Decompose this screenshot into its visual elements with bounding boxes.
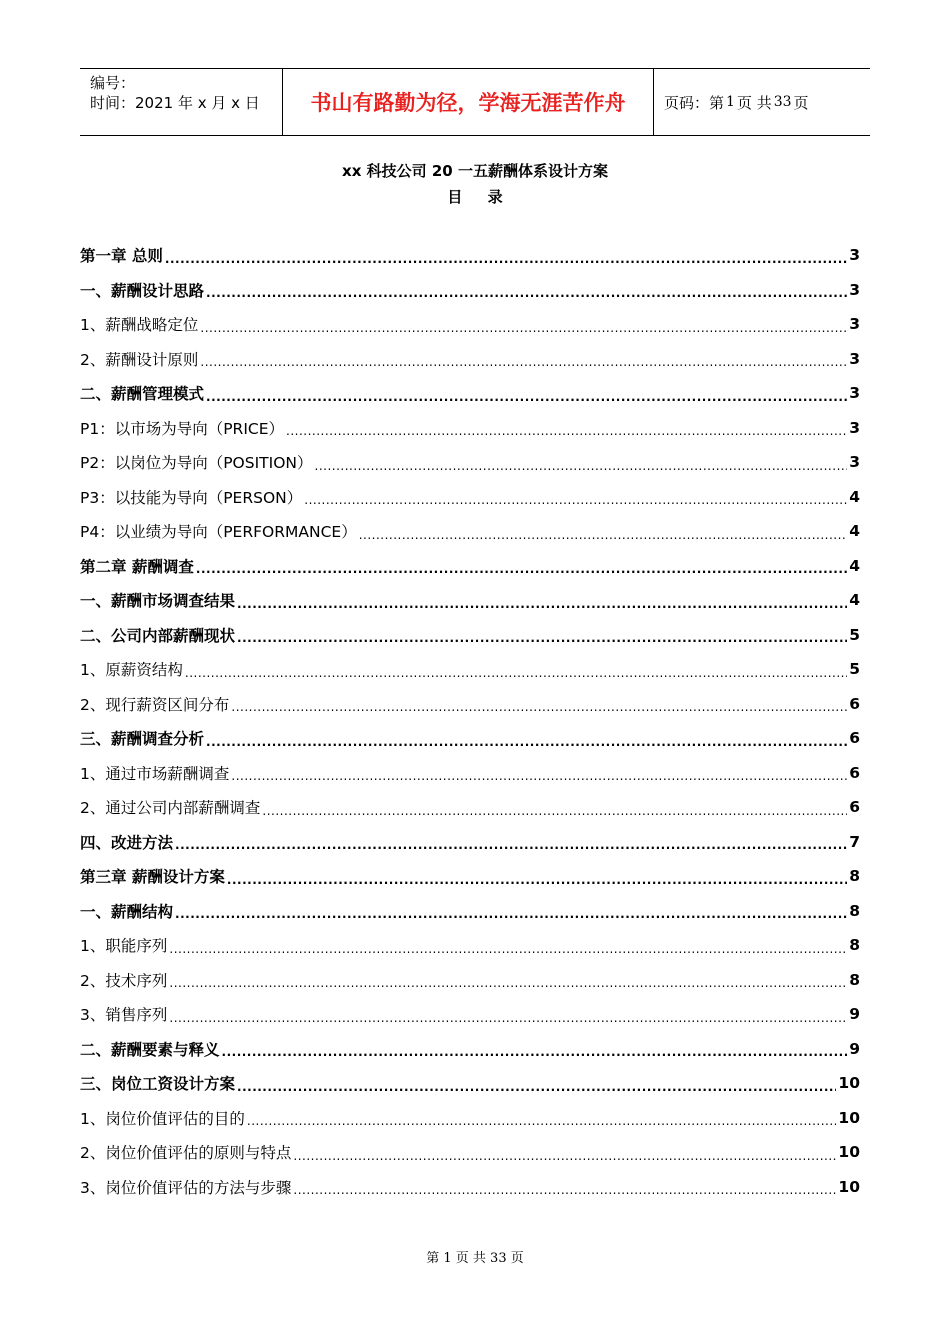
toc-entry[interactable] bbox=[80, 1066, 860, 1101]
toc-entry-label: 3、销售序列 bbox=[80, 1006, 168, 1025]
toc-leader-dots bbox=[175, 907, 847, 928]
toc-entry-label: 第三章 薪酬设计方案 bbox=[80, 868, 225, 887]
toc-entry[interactable] bbox=[80, 480, 860, 515]
toc-entry-label: 1、职能序列 bbox=[80, 937, 168, 956]
toc-leader-dots bbox=[231, 700, 847, 721]
toc-entry[interactable] bbox=[80, 1135, 860, 1170]
toc-entry-label: 2、技术序列 bbox=[80, 971, 168, 990]
toc-leader-dots bbox=[247, 1114, 837, 1135]
toc-entry-page: 10 bbox=[838, 1143, 860, 1162]
toc-leader-dots bbox=[262, 804, 847, 825]
toc-entry[interactable] bbox=[80, 790, 860, 825]
toc-entry-label: 二、薪酬要素与释义 bbox=[80, 1040, 220, 1059]
toc-entry-page: 3 bbox=[849, 280, 860, 299]
toc-entry[interactable] bbox=[80, 618, 860, 653]
toc-entry-label: 3、岗位价值评估的方法与步骤 bbox=[80, 1178, 292, 1197]
toc-entry[interactable] bbox=[80, 721, 860, 756]
toc-entry[interactable] bbox=[80, 652, 860, 687]
toc-entry[interactable] bbox=[80, 928, 860, 963]
toc-entry-page: 4 bbox=[849, 487, 860, 506]
toc-leader-dots bbox=[169, 1011, 847, 1032]
toc-leader-dots bbox=[206, 390, 847, 411]
toc-leader-dots bbox=[237, 631, 847, 652]
page-current: 1 bbox=[726, 94, 735, 110]
toc-leader-dots bbox=[206, 286, 847, 307]
toc-leader-dots bbox=[175, 838, 847, 859]
toc-entry-page: 3 bbox=[849, 453, 860, 472]
toc-entry[interactable] bbox=[80, 445, 860, 480]
toc-entry[interactable] bbox=[80, 687, 860, 722]
toc-entry-label: 三、岗位工资设计方案 bbox=[80, 1075, 236, 1094]
toc-entry-label: 1、原薪资结构 bbox=[80, 661, 183, 680]
toc-entry[interactable] bbox=[80, 583, 860, 618]
toc-entry-label: 1、通过市场薪酬调查 bbox=[80, 764, 230, 783]
header-motto: 书山有路勤为径，学海无涯苦作舟 bbox=[282, 69, 654, 135]
page-mid: 页 共 bbox=[736, 93, 772, 112]
toc-entry-label: P1：以市场为导向（PRICE） bbox=[80, 419, 285, 438]
toc-entry-label: P2：以岗位为导向（POSITION） bbox=[80, 454, 313, 473]
toc-entry-label: 一、薪酬结构 bbox=[80, 902, 174, 921]
toc-entry-page: 6 bbox=[849, 763, 860, 782]
toc-entry-label: 第二章 薪酬调查 bbox=[80, 557, 194, 576]
toc-entry[interactable] bbox=[80, 376, 860, 411]
page-header bbox=[80, 68, 870, 136]
date-label: 时间：2021 年 x 月 x 日 bbox=[90, 94, 260, 112]
serial-label: 编号： bbox=[90, 74, 136, 92]
toc-entry[interactable] bbox=[80, 1101, 860, 1136]
toc-leader-dots bbox=[206, 735, 847, 756]
toc-entry-page: 6 bbox=[849, 729, 860, 748]
toc-leader-dots bbox=[200, 355, 847, 376]
toc-leader-dots bbox=[169, 976, 847, 997]
toc-leader-dots bbox=[196, 562, 847, 583]
toc-entry-label: 第一章 总则 bbox=[80, 247, 163, 266]
toc-entry[interactable] bbox=[80, 549, 860, 584]
page-prefix: 页码：第 bbox=[664, 93, 725, 112]
toc-leader-dots bbox=[315, 459, 848, 480]
toc-entry-label: 一、薪酬市场调查结果 bbox=[80, 592, 236, 611]
toc-entry[interactable] bbox=[80, 894, 860, 929]
toc-entry[interactable] bbox=[80, 756, 860, 791]
toc-entry[interactable] bbox=[80, 1032, 860, 1067]
document-title: xx 科技公司 20 一五薪酬体系设计方案 bbox=[342, 162, 608, 180]
toc-entry-page: 3 bbox=[849, 418, 860, 437]
toc-entry-page: 10 bbox=[838, 1177, 860, 1196]
page-total: 33 bbox=[773, 94, 792, 110]
toc-entry-page: 7 bbox=[849, 832, 860, 851]
toc-entry-page: 4 bbox=[849, 522, 860, 541]
page-footer: 第 1 页 共 33 页 bbox=[426, 1251, 524, 1266]
toc-entry-label: 三、薪酬调查分析 bbox=[80, 730, 205, 749]
toc-entry-page: 9 bbox=[849, 1039, 860, 1058]
toc-leader-dots bbox=[237, 597, 847, 618]
toc-entry-page: 8 bbox=[849, 970, 860, 989]
toc-entry-label: 1、薪酬战略定位 bbox=[80, 316, 199, 335]
toc-entry-page: 6 bbox=[849, 694, 860, 713]
toc-heading: 目 录 bbox=[447, 188, 513, 206]
table-of-contents bbox=[80, 238, 860, 1204]
toc-leader-dots bbox=[185, 666, 847, 687]
toc-entry-label: P4：以业绩为导向（PERFORMANCE） bbox=[80, 523, 357, 542]
toc-leader-dots bbox=[227, 873, 847, 894]
toc-leader-dots bbox=[222, 1045, 848, 1066]
toc-entry-label: 二、薪酬管理模式 bbox=[80, 385, 205, 404]
toc-entry[interactable] bbox=[80, 1170, 860, 1205]
toc-entry-label: 2、岗位价值评估的原则与特点 bbox=[80, 1144, 292, 1163]
toc-leader-dots bbox=[359, 528, 848, 549]
toc-entry[interactable] bbox=[80, 273, 860, 308]
toc-leader-dots bbox=[304, 493, 847, 514]
toc-entry-label: 四、改进方法 bbox=[80, 833, 174, 852]
toc-entry-page: 6 bbox=[849, 798, 860, 817]
toc-entry-label: 二、公司内部薪酬现状 bbox=[80, 626, 236, 645]
toc-leader-dots bbox=[293, 1183, 836, 1204]
toc-entry-label: P3：以技能为导向（PERSON） bbox=[80, 488, 303, 507]
toc-entry-label: 一、薪酬设计思路 bbox=[80, 281, 205, 300]
toc-entry[interactable] bbox=[80, 963, 860, 998]
toc-entry[interactable] bbox=[80, 307, 860, 342]
toc-entry-page: 4 bbox=[849, 591, 860, 610]
toc-entry-page: 3 bbox=[849, 384, 860, 403]
toc-entry[interactable] bbox=[80, 411, 860, 446]
toc-entry-page: 8 bbox=[849, 867, 860, 886]
toc-leader-dots bbox=[231, 769, 847, 790]
toc-entry-page: 3 bbox=[849, 315, 860, 334]
toc-entry[interactable] bbox=[80, 342, 860, 377]
page-suffix: 页 bbox=[793, 93, 809, 112]
toc-entry-page: 5 bbox=[849, 660, 860, 679]
toc-leader-dots bbox=[169, 942, 847, 963]
toc-entry-label: 1、岗位价值评估的目的 bbox=[80, 1109, 245, 1128]
toc-entry[interactable] bbox=[80, 514, 860, 549]
toc-entry-page: 3 bbox=[849, 246, 860, 265]
toc-entry-page: 8 bbox=[849, 936, 860, 955]
toc-leader-dots bbox=[293, 1149, 836, 1170]
header-page-info bbox=[654, 69, 870, 135]
toc-entry-page: 8 bbox=[849, 901, 860, 920]
toc-entry-page: 10 bbox=[838, 1074, 860, 1093]
toc-entry-label: 2、薪酬设计原则 bbox=[80, 350, 199, 369]
toc-leader-dots bbox=[237, 1080, 836, 1101]
toc-entry[interactable] bbox=[80, 825, 860, 860]
toc-entry-label: 2、通过公司内部薪酬调查 bbox=[80, 799, 261, 818]
toc-entry-page: 3 bbox=[849, 349, 860, 368]
header-meta bbox=[80, 69, 282, 135]
toc-entry-page: 9 bbox=[849, 1005, 860, 1024]
toc-leader-dots bbox=[286, 424, 847, 445]
toc-leader-dots bbox=[200, 321, 847, 342]
toc-entry[interactable] bbox=[80, 238, 860, 273]
toc-entry[interactable] bbox=[80, 859, 860, 894]
toc-entry-page: 5 bbox=[849, 625, 860, 644]
toc-entry[interactable] bbox=[80, 997, 860, 1032]
toc-entry-label: 2、现行薪资区间分布 bbox=[80, 695, 230, 714]
toc-entry-page: 4 bbox=[849, 556, 860, 575]
toc-leader-dots bbox=[165, 252, 847, 273]
toc-entry-page: 10 bbox=[838, 1108, 860, 1127]
